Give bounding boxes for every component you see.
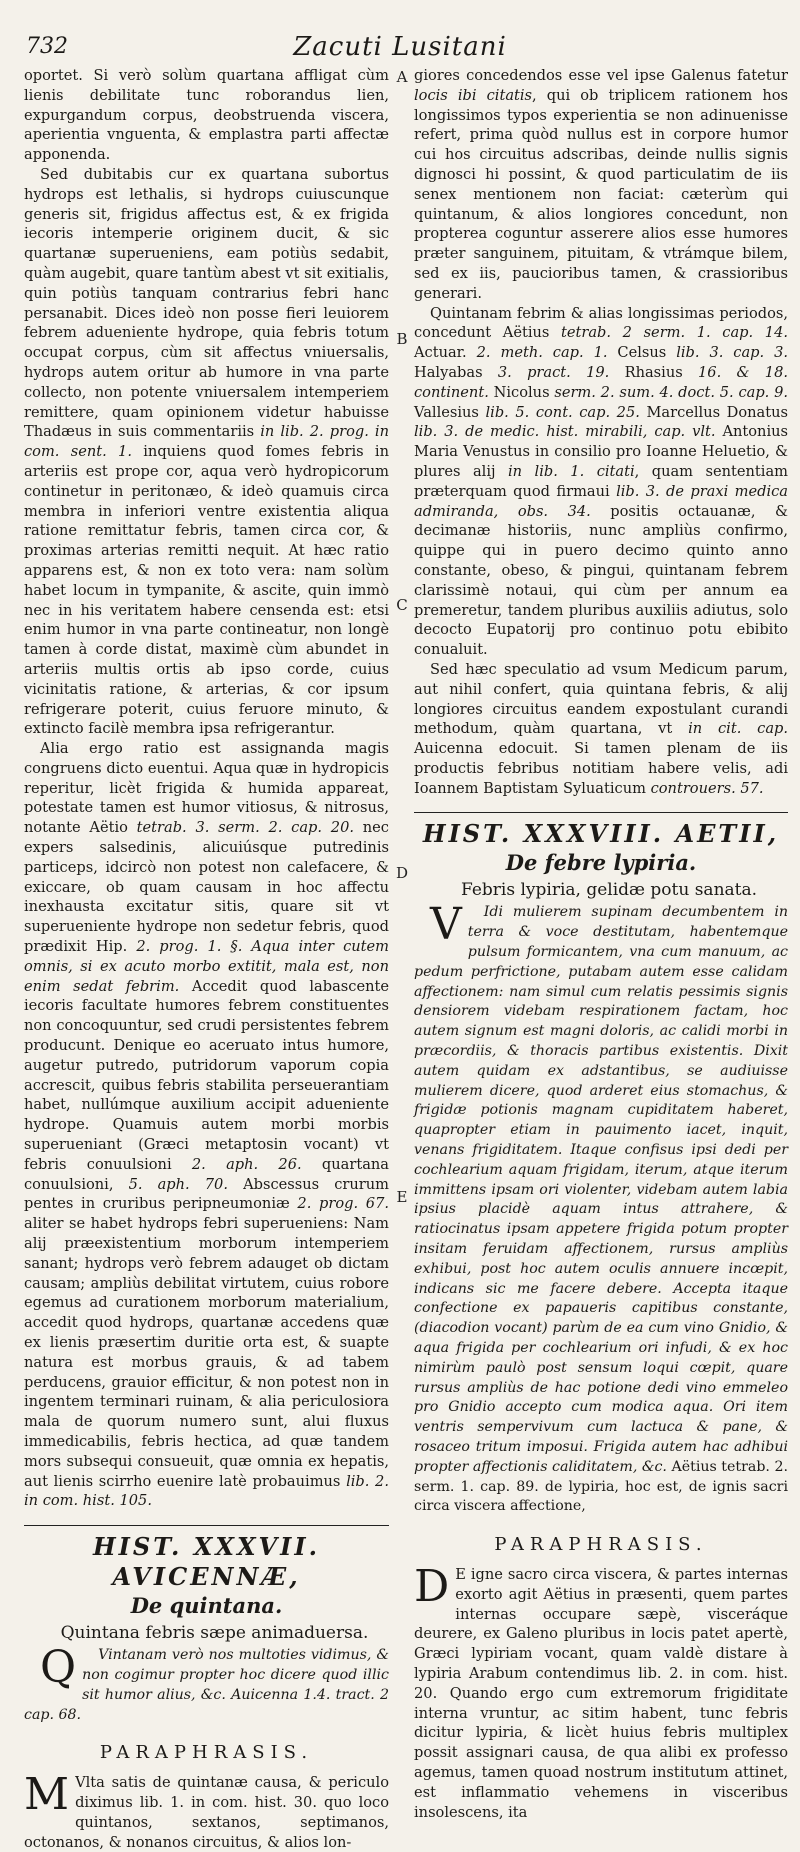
margin-letter-a: A [396,68,408,86]
paraphrasis-text: M Vlta satis de quintanæ causa, & periculo diximus lib. 1. in com. hist. 30. quo loco quintanos, sextanos, septimanos, octonanos, & nonanos circuitus, & alios lon- [24,1769,389,1851]
quoted-case: Q Vintanam verò nos multoties vidimus, & non cogimur propter hoc dicere quod illic sit humor alius, &c. Auicenna 1.4. tract. 2 cap. 68. [24,1642,389,1723]
drop-cap: M [24,1769,70,1821]
left-column [24,66,389,1851]
page-number: 732 [26,34,68,59]
section-rule [414,812,788,813]
history-heading: HIST. XXXVIII. AETII, [422,819,780,849]
section-rule [24,1525,389,1526]
quoted-case: V Idi mulierem supinam decumbentem in terra & voce destitutam, habentemque pulsum formicantem, vna cum manuum, ac pedum perfrictione, putabam autem esse calidam affectionem: nam simul cum relatis pessimis signis densiorem videbam respirationem factam, hoc autem signum est magni doloris, ac calidi morbi in præcordiis, & thoracis partibus existentis. Dixit autem quidam ex adstantibus, se audiuisse mulierem dicere, quod arderet eius stomachus, & frigidæ potionis magnam cupiditatem haberet, quapropter etiam in pauimento iacet, inquit, venans frigiditatem. Itaque confisus ipsi dedi per cochlearium aquam frigidam, iterum, atque iterum immittens ipsam ori violenter, videbam autem labia ipsius placidè aquam intus attrahere, & ratiocinatus ipsam appetere frigida potum propter insitam feruidam affectionem, rursus ampliùs exhibui, post hoc autem oculis annuere incœpit, indicans sic me facere debere. Accepta itaque confectione ex papaueris capitibus constante, (diacodion vocant) parùm de ea cum vino Gnidio, & aqua frigida per cochlearium ori infudi, & ex hoc nimirùm paulò post sensum loqui cœpit, quare rursus ampliùs de hac potione dedi vino emmeleo pro Gnidio accepto cum modica aqua. Ori item ventris sempervivum cum lactuca & pane, & rosaceo tritum imposui. Frigida autem hac adhibui propter affectionis caliditatem, &c. Aëtius tetrab. 2. serm. 1. cap. 89. de lypiria, hoc est, de ignis sacri circa viscera affectione, [414,899,789,1515]
paragraph: Sed hæc speculatio ad vsum Medicum parum, aut nihil confert, quia quintana febris, & alij longiores circuitus eandem expostulant curandi methodum, quàm quartana, vt in cit. cap. Auicenna edocuit. Si tamen plenam de iis productis febribus notitiam habere velis, adi Ioannem Baptistam Syluaticum controuers. 57. [414,660,788,797]
history-subheading: De quintana. [130,1593,283,1619]
drop-cap: Q [40,1642,77,1694]
history-heading: HIST. XXXVII. AVICENNÆ, [92,1532,320,1592]
paragraph: oportet. Si verò solùm quartana affligat cùm lienis debilitate tunc roborandus lien, expurgandum corpus, deobstruenda viscera, aperientia vnguenta, & emplastra parti affectæ apponenda. [24,67,389,164]
history-summary: Quintana febris sæpe animaduersa. [60,1623,369,1644]
history-subheading: De febre lypiria. [505,850,697,876]
margin-letter-b: B [396,330,408,348]
margin-letter-e: E [396,1188,408,1206]
margin-letter-c: C [396,596,408,614]
right-column [414,66,789,1821]
paraphrasis-text: D E igne sacro circa viscera, & partes internas exorto agit Aëtius in præsenti, quem partes internas occupare sæpè, visceráque deurere, ex Galeno pluribus in locis patet apertè, Græci lypiriam vocant, quam valdè distare à lypiria Arabum contendimus lib. 2. in com. hist. 20. Quando ergo cum extremorum frigiditate interna vruntur, ac sitim habent, tunc febris dicitur lypiria, & licèt huius febris multiplex possit assignari causa, de qua alibi ex professo agemus, tamen quoad nostrum institutum attinet, est inflammatio vehemens in visceribus insolescens, ita [414,1560,788,1821]
paraphrasis-heading: PARAPHRASIS. [99,1742,314,1764]
running-head [0,32,800,66]
margin-letter-d: D [395,864,409,882]
paragraph: Sed dubitabis cur ex quartana subortus hydrops est lethalis, si hydrops cuiuscunque generis sit, frigidus affectus est, & ex frigida iecoris intemperie originem ducit, & sic quartanæ superueniens, eam potiùs sedabit, quàm augebit, quare tantùm abest vt sit exitialis, quin potiùs tanquam contrarius febri hanc persanabit. Dices ideò non posse fieri leuiorem febrem adueniente hydrope, quia febris totum occupat corpus, cùm sit affectus vniuersalis, hydrops autem oritur ab humore in vna parte collecto, non potente vniuersalem intemperiem remittere, quam opinionem videtur habuisse Thadæus in suis commentariis in lib. 2. prog. in com. sent. 1. inquiens quod fomes febris in arteriis est prope cor, aqua verò hydropicorum continetur in peritonæo, & ideò quamuis circa membra in inferiori ventre existentia aliqua ratione remittatur febris, tamen circa cor, & proximas arterias remitti nequit. At hæc ratio apparens est, & non ex toto vera: nam solùm habet locum in tympanite, & ascite, quin immò nec in his veritatem habere censenda est: etsi enim humor in vna parte contineatur, non longè tamen à corde distat, maximè cùm abundet in arteriis multis ortis ab ipso corde, cuius vicinitatis ratione, & arterias, & cor ipsum refrigerare poterit, cuius feruore minuto, & extincto facilè membra ipsa refrigerantur. [24,165,389,738]
history-summary: Febris lypiria, gelidæ potu sanata. [460,880,758,901]
running-title: Zacuti Lusitani [293,32,507,62]
paragraph: giores concedendos esse vel ipse Galenus fatetur locis ibi citatis, qui ob triplicem rationem hos longissimos typos experientia se non adinuenisse refert, prima quòd nullus est in corpore humor cui hos circuitus adscribas, deinde nullis signis dignosci hi possint, & quod particulatim de iis senex mentionem non faciat: cæterùm qui quintanum, & alios longiores concedunt, non propterea coguntur asserere alios esse humores præter sanguinem, pituitam, & vtrámque bilem, sed ex iis, paucioribus tamen, & crassioribus generari. [414,67,788,302]
paragraph: Alia ergo ratio est assignanda magis congruens dicto euentui. Aqua quæ in hydropicis reperitur, licèt frigida & humida appareat, potestate tamen est humor vitiosus, & nitrosus, notante Aëtio tetrab. 3. serm. 2. cap. 20. nec expers salsedinis, alicuiúsque putredinis particeps, idcircò non potest non calefacere, & exiccare, ob quam causam in hoc affectu inexhausta excitatur sitis, quare sit vt superueniente hydrope non sedetur febris, quod prædixit Hip. 2. prog. 1. §. Aqua inter cutem omnis, si ex acuto morbo extitit, mala est, non enim sedat febrim. Accedit quod labascente iecoris facultate humores febrem constituentes non concoquuntur, sed crudi persistentes febrem producunt. Denique eo aceruato intus humore, augetur putredo, putridorum vaporum copia accrescit, quibus febris stabilita perseuerantiam habet, nullúmque auxilium accipit adueniente hydrope. Quamuis autem morbi morbis superueniant (Græci metaptosin vocant) vt febris conuulsioni 2. aph. 26. quartana conuulsioni, 5. aph. 70. Abscessus crurum pentes in cruribus peripneumoniæ 2. prog. 67. aliter se habet hydrops febri superueniens: Nam alij præexistentium morborum intemperiem sanant; hydrops verò febrem adauget ob dictam causam; ampliùs debilitat virtutem, cuius robore egemus ad curationem morborum materialium, accedit quod hydrops, quartanæ accedens quæ ex lienis præsertim duritie orta est, & suapte natura est morbus grauis, & ad tabem perducens, grauior efficitur, & non potest non in ingentem terminari ruinam, & alia periculosiora mala de quorum numero sunt, alui fluxus immedicabilis, febris hectica, ad quæ tandem mors subsequi consueuit, quæ omnia ex hepatis, aut lienis scirrho euenire latè probauimus lib. 2. in com. hist. 105. [24,740,389,1510]
drop-cap: D [414,1560,450,1612]
paraphrasis-heading: PARAPHRASIS. [494,1534,708,1556]
drop-cap: V [430,899,462,951]
paragraph: Quintanam febrim & alias longissimas periodos, concedunt Aëtius tetrab. 2 serm. 1. cap. 14. Actuar. 2. meth. cap. 1. Celsus lib. 3. cap. 3. Halyabas 3. pract. 19. Rhasius 16. & 18. continent. Nicolus serm. 2. sum. 4. doct. 5. cap. 9. Vallesius lib. 5. cont. cap. 25. Marcellus Donatus lib. 3. de medic. hist. mirabili, cap. vlt. Antonius Maria Venustus in consilio pro Ioanne Heluetio, & plures alij in lib. 1. citati, quam sententiam præterquam quod firmaui lib. 3. de praxi medica admiranda, obs. 34. positis octauanæ, & decimanæ historiis, nunc ampliùs confirmo, quippe qui in puero decimo quinto anno constante, obeso, & pingui, quintanam febrem clarissimè notaui, qui cùm per annum ea premeretur, tandem pluribus auxiliis adiutus, solo decocto Eupatorij pro continuo potu ebibito conualuit. [414,304,789,659]
